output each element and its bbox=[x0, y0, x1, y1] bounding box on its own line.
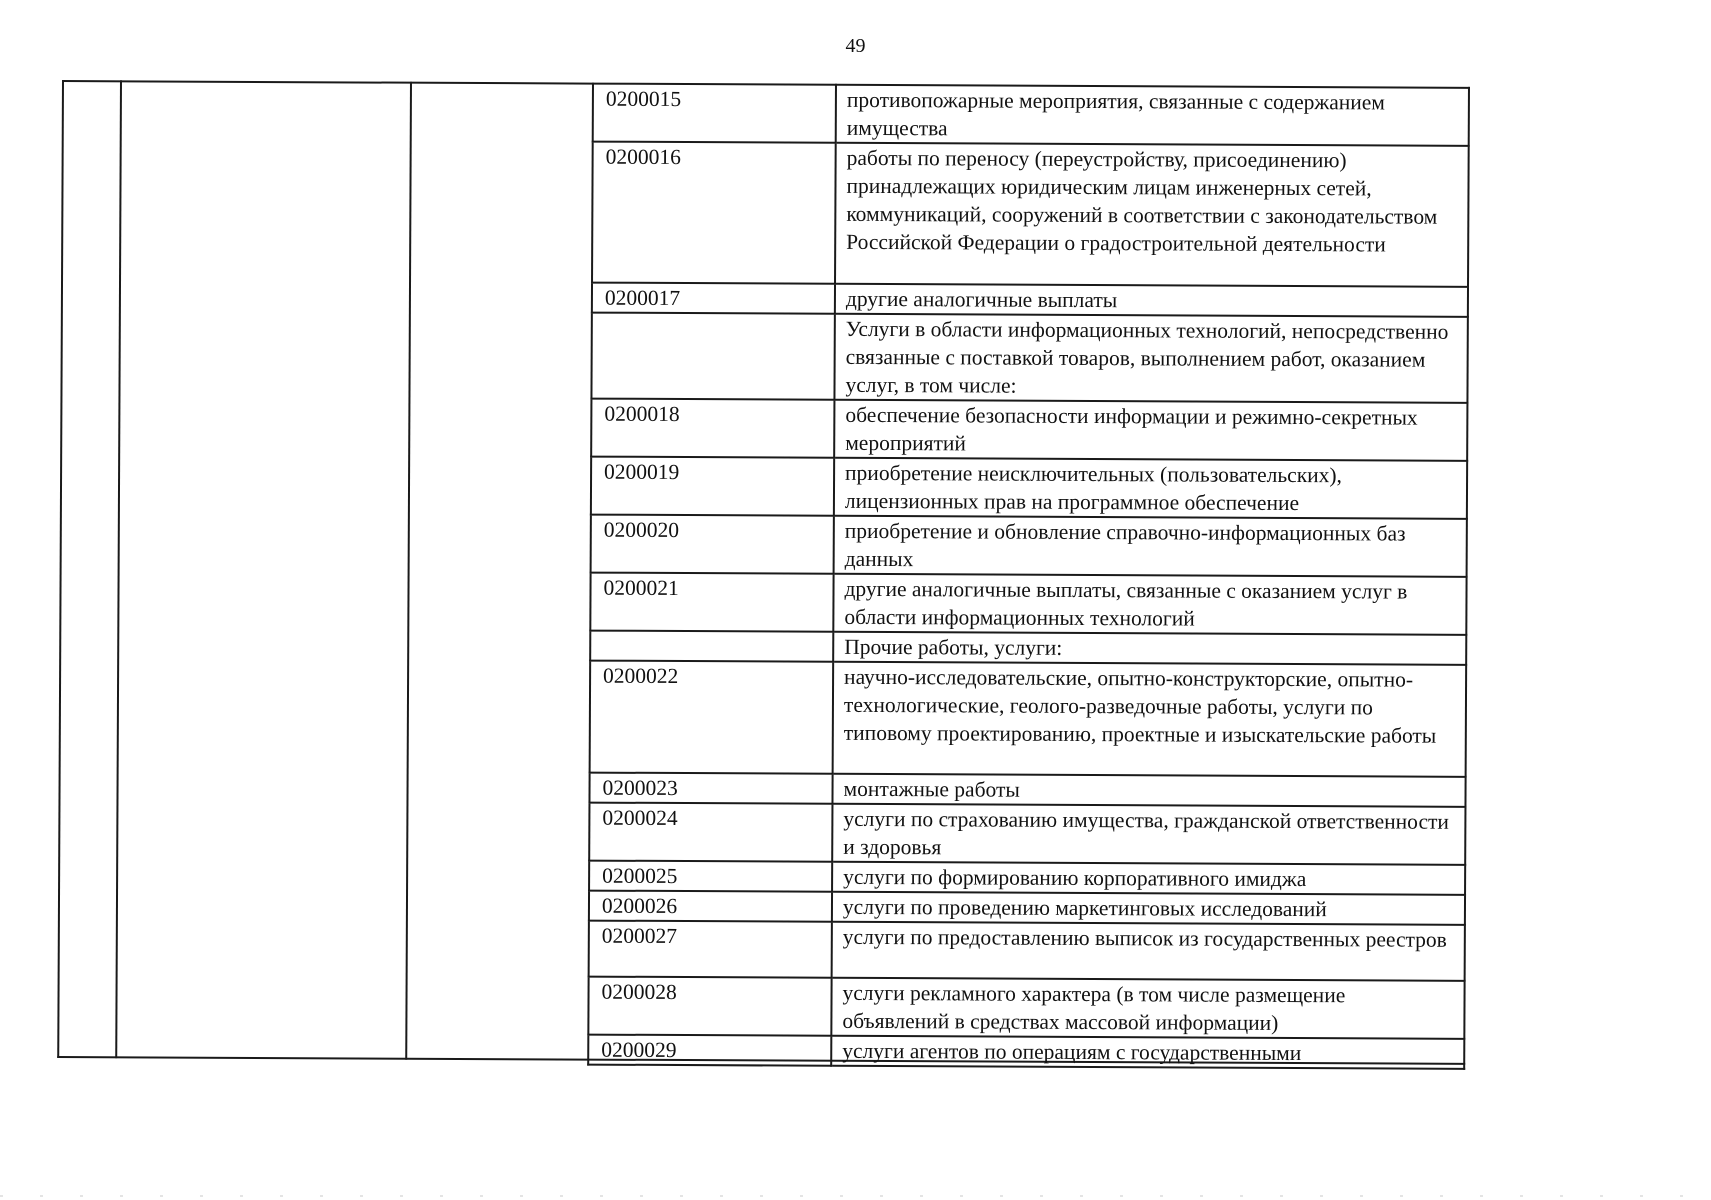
table-row bbox=[590, 573, 1466, 635]
row-code: 0200023 bbox=[589, 773, 832, 804]
row-code: 0200028 bbox=[588, 977, 831, 1036]
row-code: 0200025 bbox=[589, 861, 832, 892]
table-row bbox=[589, 803, 1465, 865]
scan-artifact bbox=[0, 1195, 1711, 1197]
row-description: Услуги в области информационных технологий, непосредственно связанные с поставкой товаров, выполнением работ, оказанием услуг, в том числе: bbox=[834, 314, 1467, 403]
table-row bbox=[592, 283, 1468, 317]
row-description: противопожарные мероприятия, связанные с содержанием имущества bbox=[836, 85, 1469, 146]
codes-table bbox=[587, 83, 1470, 1070]
row-description: другие аналогичные выплаты, связанные с оказанием услуг в области информационных технологий bbox=[833, 574, 1466, 635]
row-description: научно-исследовательские, опытно-конструкторские, опытно-технологические, геолого-разведочные работы, услуги по типовому проектированию, проектные и изыскательские работы bbox=[833, 662, 1467, 777]
row-code: 0200015 bbox=[593, 84, 836, 143]
row-description: приобретение неисключительных (пользовательских), лицензионных прав на программное обеспечение bbox=[834, 458, 1467, 519]
blank-column-1 bbox=[57, 80, 120, 1058]
table-row bbox=[593, 84, 1469, 146]
table-row bbox=[588, 977, 1464, 1039]
table-row bbox=[588, 1035, 1464, 1069]
blank-column-3 bbox=[405, 82, 592, 1061]
row-description: Прочие работы, услуги: bbox=[833, 632, 1466, 665]
row-code: 0200021 bbox=[590, 573, 833, 632]
table-row bbox=[589, 861, 1465, 895]
row-description: услуги по формированию корпоративного имиджа bbox=[832, 862, 1465, 895]
row-code: 0200024 bbox=[589, 803, 832, 862]
table-row bbox=[591, 457, 1467, 519]
table-row bbox=[591, 515, 1467, 577]
table-row bbox=[589, 921, 1465, 981]
row-code: 0200019 bbox=[591, 457, 834, 516]
row-code: 0200022 bbox=[590, 661, 834, 774]
row-description: работы по переносу (переустройству, присоединению) принадлежащих юридическим лицам инженерных сетей, коммуникаций, сооружений в соответствии с законодательством Российской Федерации о градостроительной деятельности bbox=[835, 143, 1469, 287]
row-code: 0200018 bbox=[591, 399, 834, 458]
row-code: 0200020 bbox=[591, 515, 834, 574]
table-row bbox=[590, 631, 1466, 665]
row-code: 0200017 bbox=[592, 283, 835, 314]
table-row bbox=[592, 142, 1469, 287]
row-code bbox=[591, 313, 834, 400]
row-description: услуги по проведению маркетинговых исследований bbox=[832, 892, 1465, 925]
row-code: 0200016 bbox=[592, 142, 836, 284]
row-description: обеспечение безопасности информации и режимно-секретных мероприятий bbox=[834, 400, 1467, 461]
table-row bbox=[591, 399, 1467, 461]
row-code: 0200029 bbox=[588, 1035, 831, 1066]
row-code bbox=[590, 631, 833, 662]
codes-table-body bbox=[588, 84, 1469, 1069]
row-code: 0200027 bbox=[589, 921, 832, 978]
table-row bbox=[591, 313, 1467, 403]
table-row bbox=[590, 661, 1467, 777]
row-description: другие аналогичные выплаты bbox=[835, 284, 1468, 317]
document-table bbox=[57, 80, 1470, 1065]
row-code: 0200026 bbox=[589, 891, 832, 922]
row-description: услуги по предоставлению выписок из государственных реестров bbox=[832, 922, 1465, 981]
row-description: приобретение и обновление справочно-информационных баз данных bbox=[834, 516, 1467, 577]
row-description: монтажные работы bbox=[832, 774, 1465, 807]
row-description: услуги рекламного характера (в том числе размещение объявлений в средствах массовой информации) bbox=[831, 978, 1464, 1039]
table-row bbox=[589, 773, 1465, 807]
row-description: услуги агентов по операциям с государственными bbox=[831, 1036, 1464, 1069]
table-row bbox=[589, 891, 1465, 925]
blank-column-2 bbox=[115, 80, 410, 1059]
page-number: 49 bbox=[845, 35, 866, 57]
row-description: услуги по страхованию имущества, гражданской ответственности и здоровья bbox=[832, 804, 1465, 865]
